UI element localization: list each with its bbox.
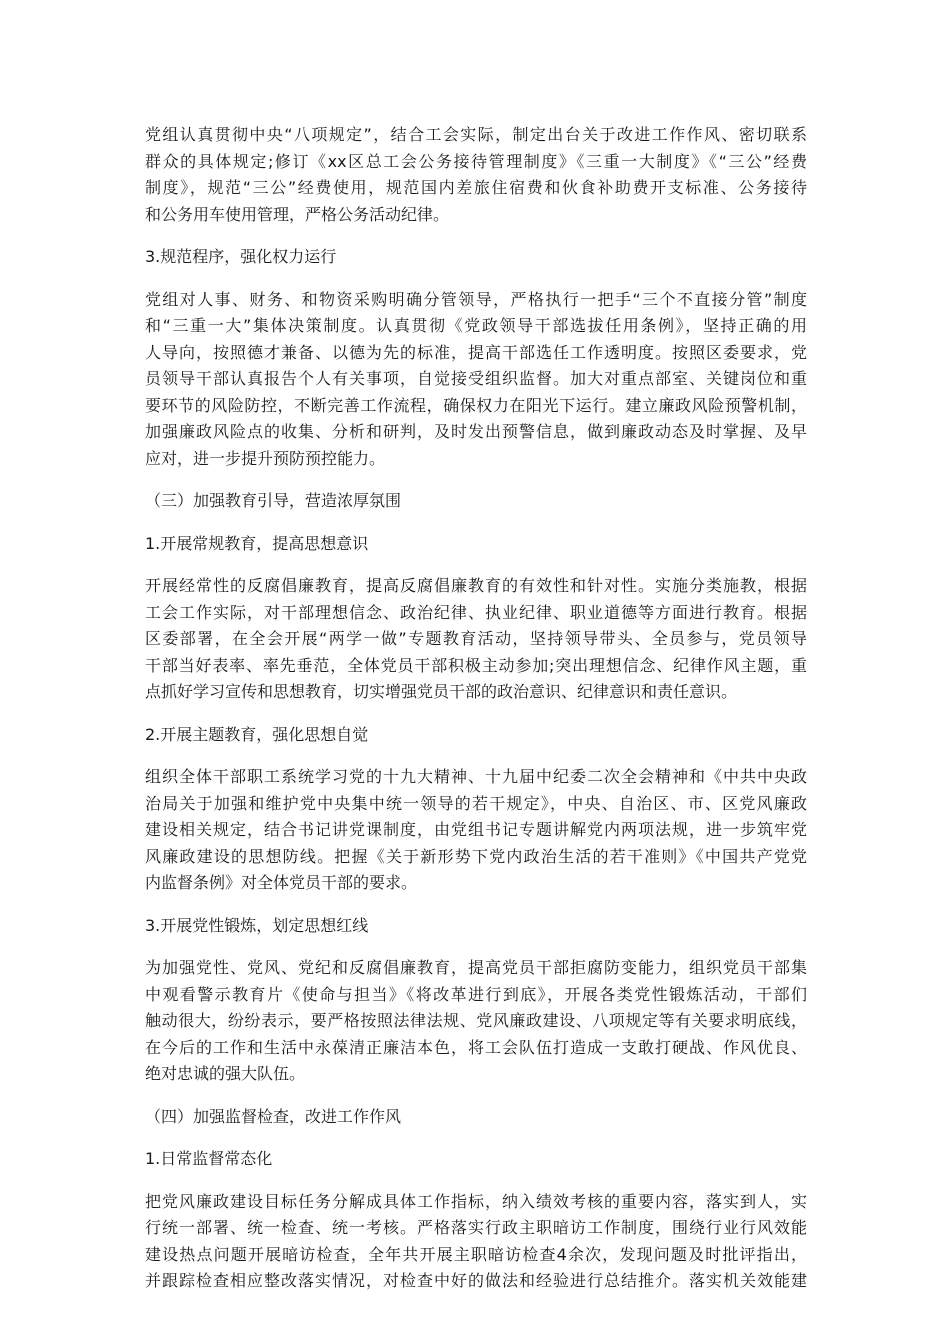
section-heading: 2.开展主题教育，强化思想自觉	[145, 724, 369, 744]
paragraph-line: 党组对人事、财务、和物资采购明确分管领导，严格执行一把手“三个不直接分管”制度	[145, 289, 807, 309]
paragraph-line: 和公务用车使用管理，严格公务活动纪律。	[145, 204, 450, 224]
paragraph	[145, 122, 807, 228]
document-body	[145, 122, 807, 1311]
paragraph-line: 区委部署，在全会开展“两学一做”专题教育活动，坚持领导带头、全员参与，党员领导	[145, 629, 807, 648]
paragraph-line: 行统一部署、统一检查、统一考核。严格落实行政主职暗访工作制度，围绕行业行风效能	[145, 1218, 807, 1237]
paragraph	[145, 287, 807, 473]
section-heading: 3.规范程序，强化权力运行	[145, 247, 337, 266]
paragraph-line: 中观看警示教育片《使命与担当》《将改革进行到底》，开展各类党性锻炼活动，干部们	[145, 984, 807, 1004]
paragraph-line: 在今后的工作和生活中永葆清正廉洁本色，将工会队伍打造成一支敢打硬战、作风优良、	[145, 1037, 807, 1057]
paragraph-line: 群众的具体规定;修订《xx区总工会公务接待管理制度》《三重一大制度》《“三公”经费	[145, 151, 807, 171]
paragraph-line: 制度》，规范“三公”经费使用，规范国内差旅住宿费和伙食补助费开支标准、公务接待	[145, 178, 807, 197]
paragraph-line: 和“三重一大”集体决策制度。认真贯彻《党政领导干部选拔任用条例》，坚持正确的用	[145, 316, 807, 335]
paragraph-line: 加强廉政风险点的收集、分析和研判，及时发出预警信息，做到廉政动态及时掌握、及早	[145, 422, 807, 441]
section-heading: （三）加强教育引导，营造浓厚氛围	[145, 491, 402, 510]
paragraph-line: 开展经常性的反腐倡廉教育，提高反腐倡廉教育的有效性和针对性。实施分类施教，根据	[145, 576, 807, 595]
paragraph-line: 把党风廉政建设目标任务分解成具体工作指标，纳入绩效考核的重要内容，落实到人，实	[145, 1191, 807, 1211]
section-heading: 1.开展常规教育，提高思想意识	[145, 533, 369, 553]
paragraph-line: 工会工作实际，对干部理想信念、政治纪律、执业纪律、职业道德等方面进行教育。根据	[145, 602, 807, 622]
paragraph	[145, 573, 807, 706]
paragraph-line: 员领导干部认真报告个人有关事项，自觉接受组织监督。加大对重点部室、关键岗位和重	[145, 369, 807, 388]
paragraph-line: 党组认真贯彻中央“八项规定”，结合工会实际，制定出台关于改进工作作风、密切联系	[145, 125, 807, 144]
paragraph-line: 内监督条例》对全体党员干部的要求。	[145, 873, 418, 892]
paragraph-line: 触动很大，纷纷表示，要严格按照法律法规、党风廉政建设、八项规定等有关要求明底线，	[145, 1011, 807, 1030]
paragraph-line: 干部当好表率、率先垂范，全体党员干部积极主动参加;突出理想信念、纪律作风主题，重	[145, 655, 807, 675]
paragraph-line: 建设相关规定，结合书记讲党课制度，由党组书记专题讲解党内两项法规，进一步筑牢党	[145, 820, 807, 839]
paragraph-line: 绝对忠诚的强大队伍。	[145, 1064, 306, 1083]
paragraph-line: 点抓好学习宣传和思想教育，切实增强党员干部的政治意识、纪律意识和责任意识。	[145, 682, 738, 701]
paragraph-line: 建设热点问题开展暗访检查，全年共开展主职暗访检查4余次，发现问题及时批评指出，	[145, 1244, 807, 1264]
paragraph-line: 应对，进一步提升预防预控能力。	[145, 448, 386, 468]
paragraph-line: 为加强党性、党风、党纪和反腐倡廉教育，提高党员干部拒腐防变能力，组织党员干部集	[145, 958, 807, 977]
paragraph	[145, 955, 807, 1088]
paragraph-line: 组织全体干部职工系统学习党的十九大精神、十九届中纪委二次全会精神和《中共中央政	[145, 767, 807, 786]
paragraph	[145, 1189, 807, 1295]
paragraph-line: 并跟踪检查相应整改落实情况，对检查中好的做法和经验进行总结推介。落实机关效能建	[145, 1271, 807, 1290]
paragraph-line: 人导向，按照德才兼备、以德为先的标准，提高干部选任工作透明度。按照区委要求，党	[145, 342, 807, 362]
paragraph	[145, 764, 807, 897]
section-heading: 3.开展党性锻炼，划定思想红线	[145, 915, 369, 935]
section-heading: 1.日常监督常态化	[145, 1149, 273, 1168]
section-heading: （四）加强监督检查，改进工作作风	[145, 1106, 402, 1126]
paragraph-line: 治局关于加强和维护党中央集中统一领导的若干规定》，中央、自治区、市、区党风廉政	[145, 793, 807, 813]
paragraph-line: 风廉政建设的思想防线。把握《关于新形势下党内政治生活的若干准则》《中国共产党党	[145, 846, 807, 866]
paragraph-line: 要环节的风险防控，不断完善工作流程，确保权力在阳光下运行。建立廉政风险预警机制，	[145, 395, 807, 415]
